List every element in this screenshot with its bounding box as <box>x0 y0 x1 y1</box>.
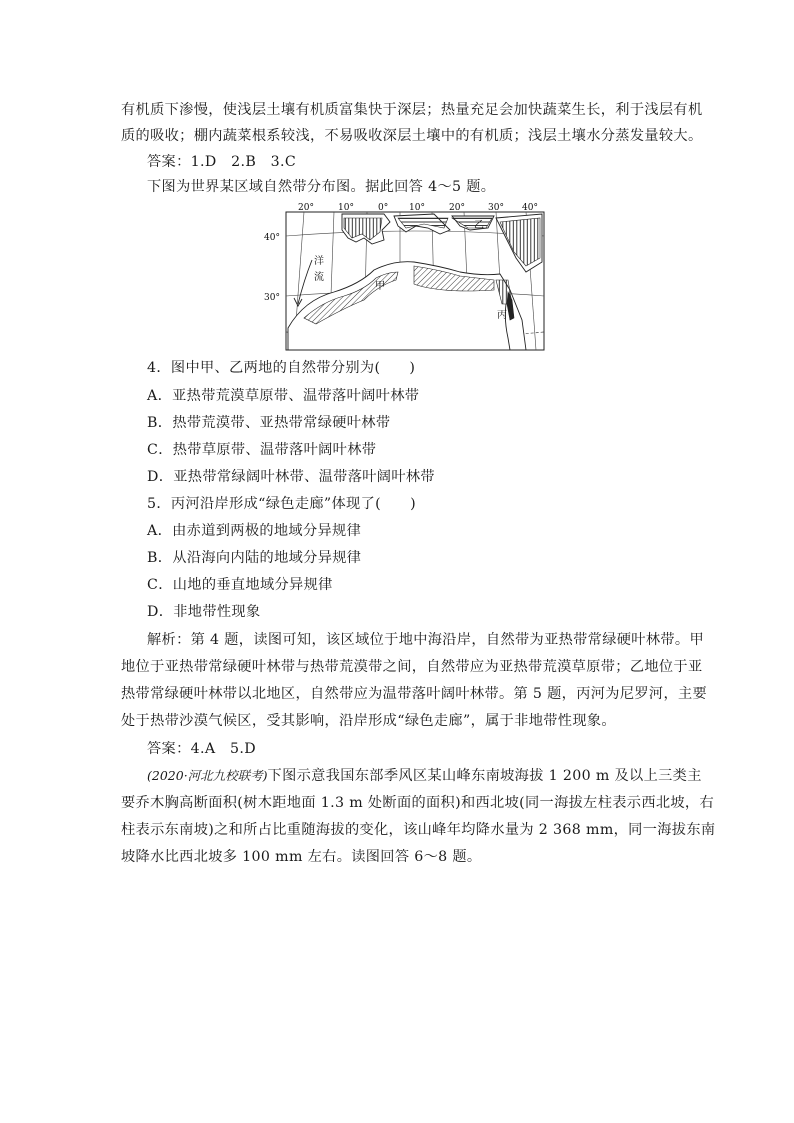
para1-line2: 质的吸收；棚内蔬菜根系较浅，不易吸收深层土壤中的有机质；浅层土壤水分蒸发量较大。 <box>121 128 703 144</box>
q4-stem: 4．图中甲、乙两地的自然带分别为( ) <box>147 360 416 376</box>
q5-option-a: A．由赤道到两极的地域分异规律 <box>147 523 362 539</box>
para3-line4: 坡降水比西北坡多 100 mm 左右。读图回答 6～8 题。 <box>121 849 482 865</box>
lat-label-40: 40° <box>264 233 280 243</box>
q5-option-b: B．从沿海向内陆的地域分异规律 <box>147 550 362 566</box>
lon-label-6: 30° <box>488 203 504 213</box>
ocean-label-1: 洋 <box>314 256 324 267</box>
answer-1-3: 答案：1.D 2.B 3.C <box>147 154 297 170</box>
answer-4-5: 答案：4.A 5.D <box>147 741 256 757</box>
q4-option-c: C．热带草原带、温带落叶阔叶林带 <box>147 442 377 458</box>
analysis-line1: 解析：第 4 题，读图可知，该区域位于地中海沿岸，自然带为亚热带常绿硬叶林带。甲 <box>147 632 704 648</box>
para3-line2: 要乔木胸高断面积(树木距地面 1.3 m 处断面的面积)和西北坡(同一海拔左柱表示西北坡，右 <box>121 795 715 811</box>
map-label-yi: 乙 <box>474 220 484 231</box>
ocean-label-2: 流 <box>314 272 324 283</box>
q5-option-c: C．山地的垂直地域分异规律 <box>147 577 333 593</box>
para3-line1-text: 下图示意我国东部季风区某山峰东南坡海拔 1 200 m 及以上三类主 <box>267 768 702 784</box>
lat-label-30: 30° <box>264 293 280 303</box>
lon-label-2: 10° <box>338 203 354 213</box>
lon-label-1: 20° <box>298 203 314 213</box>
q4-option-d: D．亚热带常绿阔叶林带、温带落叶阔叶林带 <box>147 469 435 485</box>
lon-label-7: 40° <box>522 203 538 213</box>
para3-line1 <box>147 766 702 786</box>
analysis-line2: 地位于亚热带常绿硬叶林带与热带荒漠带之间，自然带应为亚热带荒漠草原带；乙地位于亚 <box>121 659 703 675</box>
lon-label-4: 10° <box>409 203 425 213</box>
para1-line1: 有机质下渗慢，使浅层土壤有机质富集快于深层；热量充足会加快蔬菜生长，利于浅层有机 <box>121 102 703 118</box>
map-label-bing: 丙 <box>497 310 507 321</box>
natural-zone-map <box>264 200 548 352</box>
q5-stem: 5．丙河沿岸形成“绿色走廊”体现了( ) <box>147 496 416 512</box>
lon-label-3: 0° <box>378 203 389 213</box>
map-label-jia: 甲 <box>375 281 385 292</box>
q4-option-a: A．亚热带荒漠草原带、温带落叶阔叶林带 <box>147 388 420 404</box>
analysis-line4: 处于热带沙漠气候区，受其影响，沿岸形成“绿色走廊”，属于非地带性现象。 <box>121 713 616 729</box>
source-tag: (2020·河北九校联考) <box>147 768 268 783</box>
question-intro-4-5: 下图为世界某区域自然带分布图。据此回答 4～5 题。 <box>147 179 496 195</box>
analysis-line3: 热带常绿硬叶林带以北地区，自然带应为温带落叶阔叶林带。第 5 题，丙河为尼罗河，主要 <box>121 686 708 702</box>
q5-option-d: D．非地带性现象 <box>147 604 261 620</box>
para3-line3: 柱表示东南坡)之和所占比重随海拔的变化，该山峰年均降水量为 2 368 mm，同一海拔东南 <box>121 822 716 838</box>
lon-label-5: 20° <box>449 203 465 213</box>
q4-option-b: B．热带荒漠带、亚热带常绿硬叶林带 <box>147 415 391 431</box>
